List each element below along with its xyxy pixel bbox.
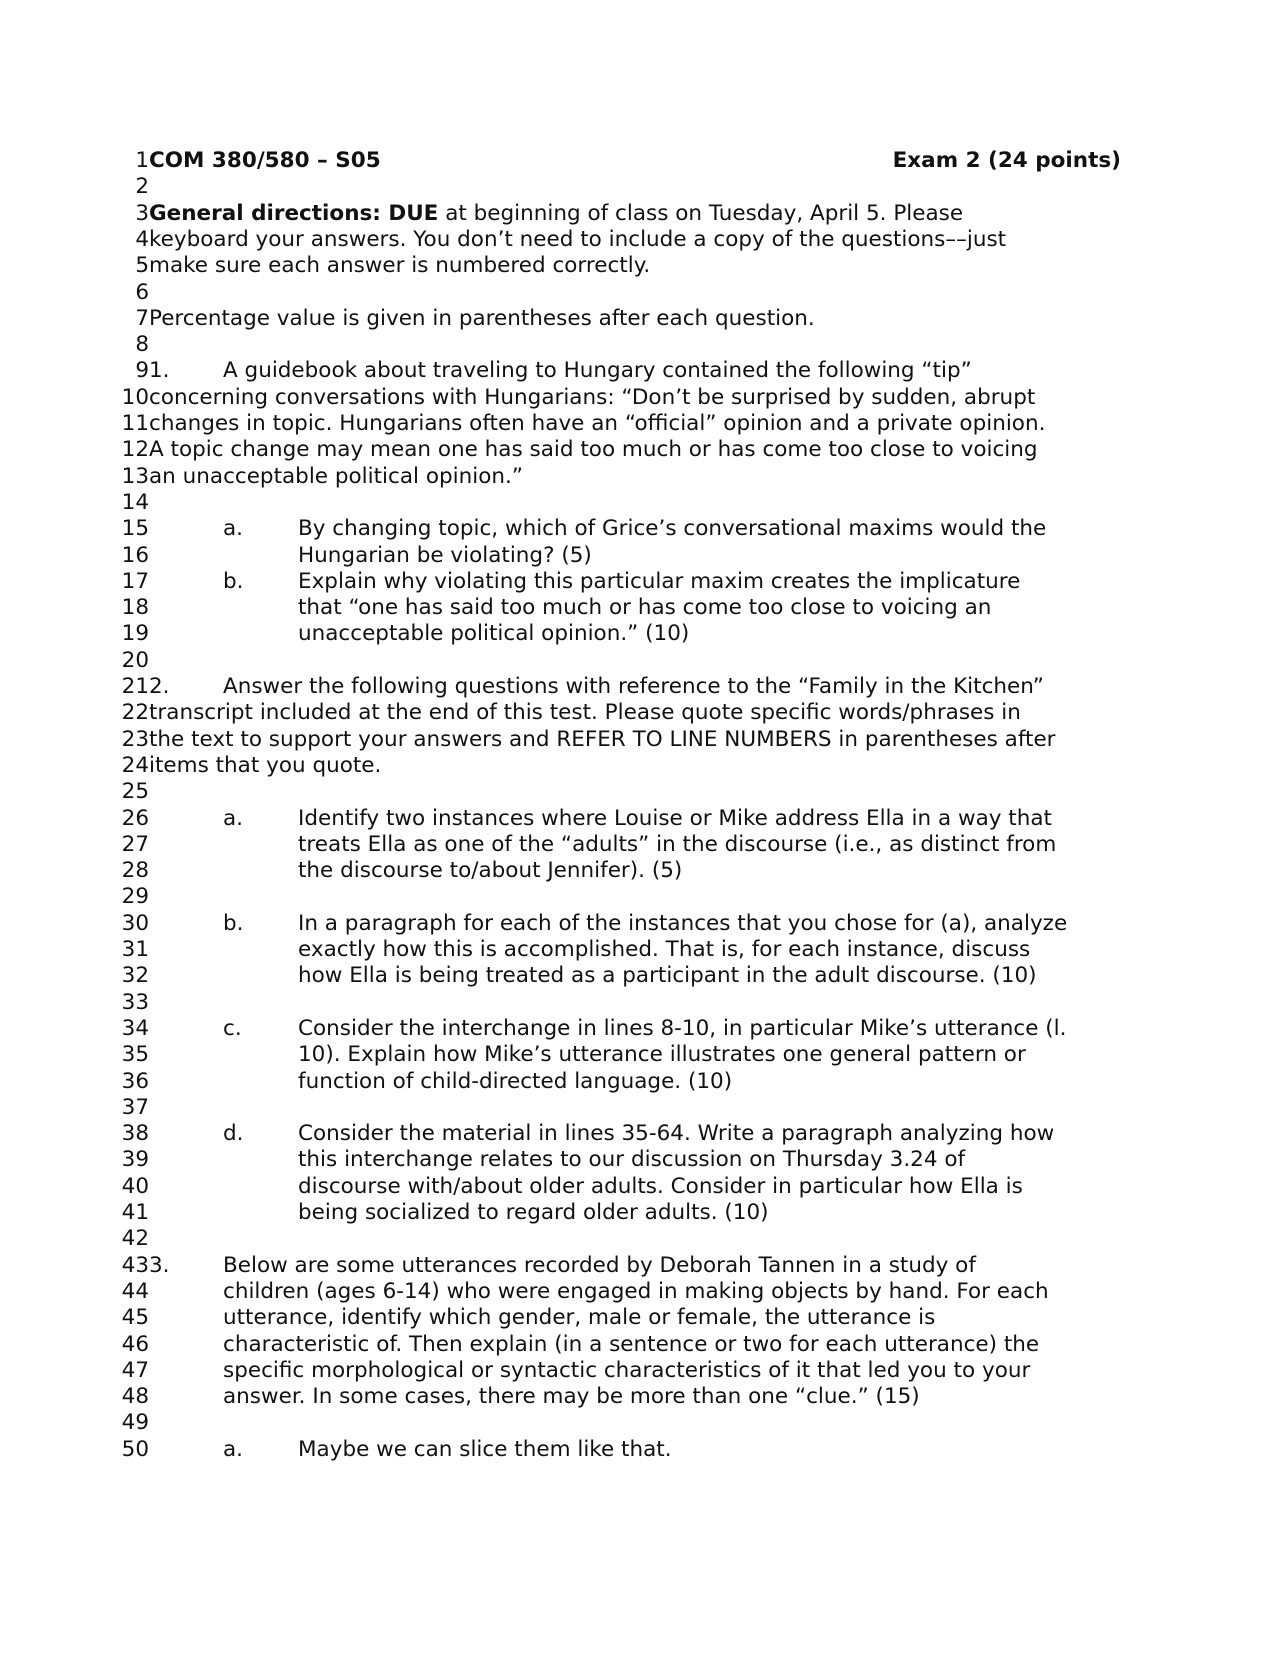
line-number: 22 [121,700,149,726]
question-2a-text: Identify two instances where Louise or Mike address Ella in a way that [298,805,1052,831]
line-number: 32 [121,963,149,989]
line-2 [0,174,1280,201]
directions-label: General directions: DUE [149,200,439,226]
line-35 [0,1042,1280,1069]
question-1b-text: Explain why violating this particular maxim creates the implicature [298,568,1021,594]
line-number: 45 [121,1305,149,1331]
line-number: 34 [121,1015,149,1041]
question-1a-text: Hungarian be violating? (5) [298,542,592,568]
line-number: 14 [121,489,149,515]
question-2d-text: discourse with/about older adults. Consider in particular how Ella is [298,1173,1023,1199]
line-10 [0,385,1280,412]
line-28 [0,858,1280,885]
question-3-text: answer. In some cases, there may be more than one “clue.” (15) [223,1384,920,1410]
line-11 [0,411,1280,438]
line-37 [0,1095,1280,1122]
question-3-text: Below are some utterances recorded by Deborah Tannen in a study of [223,1252,976,1278]
line-34 [0,1016,1280,1043]
question-1-text: concerning conversations with Hungarians: “Don’t be surprised by sudden, abrupt [149,384,1036,410]
line-24 [0,753,1280,780]
line-40 [0,1174,1280,1201]
line-17 [0,569,1280,596]
question-1b-marker: b. [223,568,244,594]
question-1-marker: 1. [149,358,170,384]
question-2c-text: function of child-directed language. (10) [298,1068,733,1094]
line-number: 41 [121,1200,149,1225]
line-number: 39 [121,1147,149,1173]
line-number: 33 [121,989,149,1015]
line-9 [0,358,1280,385]
line-number: 37 [121,1094,149,1120]
line-5 [0,253,1280,280]
question-2c-text: 10). Explain how Mike’s utterance illustrates one general pattern or [298,1042,1026,1068]
line-18 [0,595,1280,622]
line-number: 19 [121,621,149,647]
question-2-text: items that you quote. [149,752,382,778]
line-number: 30 [121,910,149,936]
line-number: 1 [135,148,149,173]
line-number: 10 [121,384,149,410]
question-2-text: the text to support your answers and REFER TO LINE NUMBERS in parentheses after [149,726,1056,752]
line-49 [0,1410,1280,1437]
question-2a-text: the discourse to/about Jennifer). (5) [298,858,683,884]
line-6 [0,280,1280,307]
question-2b-text: exactly how this is accomplished. That is, for each instance, discuss [298,937,1031,962]
line-number: 17 [121,568,149,594]
line-43 [0,1253,1280,1280]
line-8 [0,332,1280,359]
line-number: 5 [135,253,149,279]
line-number: 44 [121,1278,149,1304]
line-13 [0,464,1280,491]
line-number: 46 [121,1331,149,1357]
question-2c-marker: c. [223,1015,242,1041]
line-number: 26 [121,805,149,831]
line-number: 9 [135,358,149,384]
question-2b-marker: b. [223,910,244,936]
line-3 [0,201,1280,228]
line-number: 48 [121,1384,149,1410]
line-number: 13 [121,463,149,489]
line-number: 16 [121,542,149,568]
line-number: 7 [135,305,149,331]
course-title: COM 380/580 – S05 [149,148,381,173]
line-number: 6 [135,279,149,305]
line-16 [0,543,1280,570]
line-number: 49 [121,1410,149,1436]
question-2d-text: being socialized to regard older adults. (10) [298,1200,769,1225]
line-47 [0,1358,1280,1385]
line-39 [0,1147,1280,1174]
line-number: 29 [121,884,149,910]
line-number: 43 [121,1252,149,1278]
line-4 [0,227,1280,254]
line-number: 38 [121,1121,149,1147]
line-25 [0,779,1280,806]
line-19 [0,621,1280,648]
question-2-text: transcript included at the end of this test. Please quote specific words/phrases in [149,700,1021,726]
directions-line-3: make sure each answer is numbered correctly. [149,253,651,279]
directions-line-4: Percentage value is given in parentheses after each question. [149,305,815,331]
line-number: 25 [121,779,149,805]
line-number: 12 [121,437,149,463]
line-number: 47 [121,1357,149,1383]
line-27 [0,832,1280,859]
question-3-text: specific morphological or syntactic characteristics of it that led you to your [223,1357,1031,1383]
line-1 [0,148,1280,175]
line-20 [0,648,1280,675]
question-2b-text: how Ella is being treated as a participant in the adult discourse. (10) [298,963,1037,989]
question-2-text: Answer the following questions with reference to the “Family in the Kitchen” [223,674,1044,699]
line-number: 8 [135,332,149,358]
line-14 [0,490,1280,517]
question-1b-text: that “one has said too much or has come too close to voicing an [298,595,992,621]
line-26 [0,806,1280,833]
line-21 [0,674,1280,701]
line-50 [0,1437,1280,1464]
question-1b-text: unacceptable political opinion.” (10) [298,621,690,647]
line-38 [0,1121,1280,1148]
line-number: 20 [121,647,149,673]
question-2a-marker: a. [223,805,244,831]
line-31 [0,937,1280,964]
line-46 [0,1332,1280,1359]
line-number: 28 [121,858,149,884]
question-1-text: changes in topic. Hungarians often have an “official” opinion and a private opinion. [149,411,1046,436]
line-22 [0,700,1280,727]
question-1-text: A guidebook about traveling to Hungary contained the following “tip” [223,358,972,384]
line-number: 50 [121,1436,149,1462]
line-44 [0,1279,1280,1306]
exam-title: Exam 2 (24 points) [892,148,1121,173]
line-29 [0,884,1280,911]
question-2b-text: In a paragraph for each of the instances that you chose for (a), analyze [298,910,1068,936]
line-number: 11 [121,411,149,436]
line-number: 36 [121,1068,149,1094]
line-number: 3 [135,200,149,226]
directions-line-1: General directions: DUE at beginning of class on Tuesday, April 5. Please [149,200,964,226]
line-41 [0,1200,1280,1227]
line-48 [0,1384,1280,1411]
question-1-text: an unacceptable political opinion.” [149,463,523,489]
line-number: 31 [121,937,149,962]
line-32 [0,963,1280,990]
line-23 [0,727,1280,754]
question-3-text: characteristic of. Then explain (in a sentence or two for each utterance) the [223,1331,1040,1357]
question-2-marker: 2. [149,674,170,699]
line-36 [0,1069,1280,1096]
line-45 [0,1305,1280,1332]
line-number: 18 [121,595,149,621]
line-12 [0,437,1280,464]
question-3-text: utterance, identify which gender, male or female, the utterance is [223,1305,936,1331]
question-3a-marker: a. [223,1436,244,1462]
question-2d-marker: d. [223,1121,244,1147]
question-1-text: A topic change may mean one has said too much or has come too close to voicing [149,437,1038,463]
line-number: 21 [121,674,149,699]
question-2d-text: Consider the material in lines 35-64. Write a paragraph analyzing how [298,1121,1055,1147]
line-number: 40 [121,1173,149,1199]
line-number: 23 [121,726,149,752]
question-3-marker: 3. [149,1252,170,1278]
line-7 [0,306,1280,333]
question-2d-text: this interchange relates to our discussion on Thursday 3.24 of [298,1147,966,1173]
line-number: 24 [121,752,149,778]
question-1a-text: By changing topic, which of Grice’s conversational maxims would the [298,516,1047,542]
line-42 [0,1226,1280,1253]
line-15 [0,516,1280,543]
question-2c-text: Consider the interchange in lines 8-10, in particular Mike’s utterance (l. [298,1015,1067,1041]
line-30 [0,911,1280,938]
question-3-text: children (ages 6-14) who were engaged in making objects by hand. For each [223,1278,1049,1304]
directions-line-2: keyboard your answers. You don’t need to include a copy of the questions––just [149,226,1007,252]
line-number: 27 [121,831,149,857]
line-33 [0,990,1280,1017]
line-number: 35 [121,1042,149,1068]
question-3a-text: Maybe we can slice them like that. [298,1436,672,1462]
question-1a-marker: a. [223,516,244,542]
line-number: 15 [121,516,149,542]
line-number: 4 [135,226,149,252]
line-number: 2 [135,174,149,200]
line-number: 42 [121,1226,149,1252]
question-2a-text: treats Ella as one of the “adults” in the discourse (i.e., as distinct from [298,831,1057,857]
